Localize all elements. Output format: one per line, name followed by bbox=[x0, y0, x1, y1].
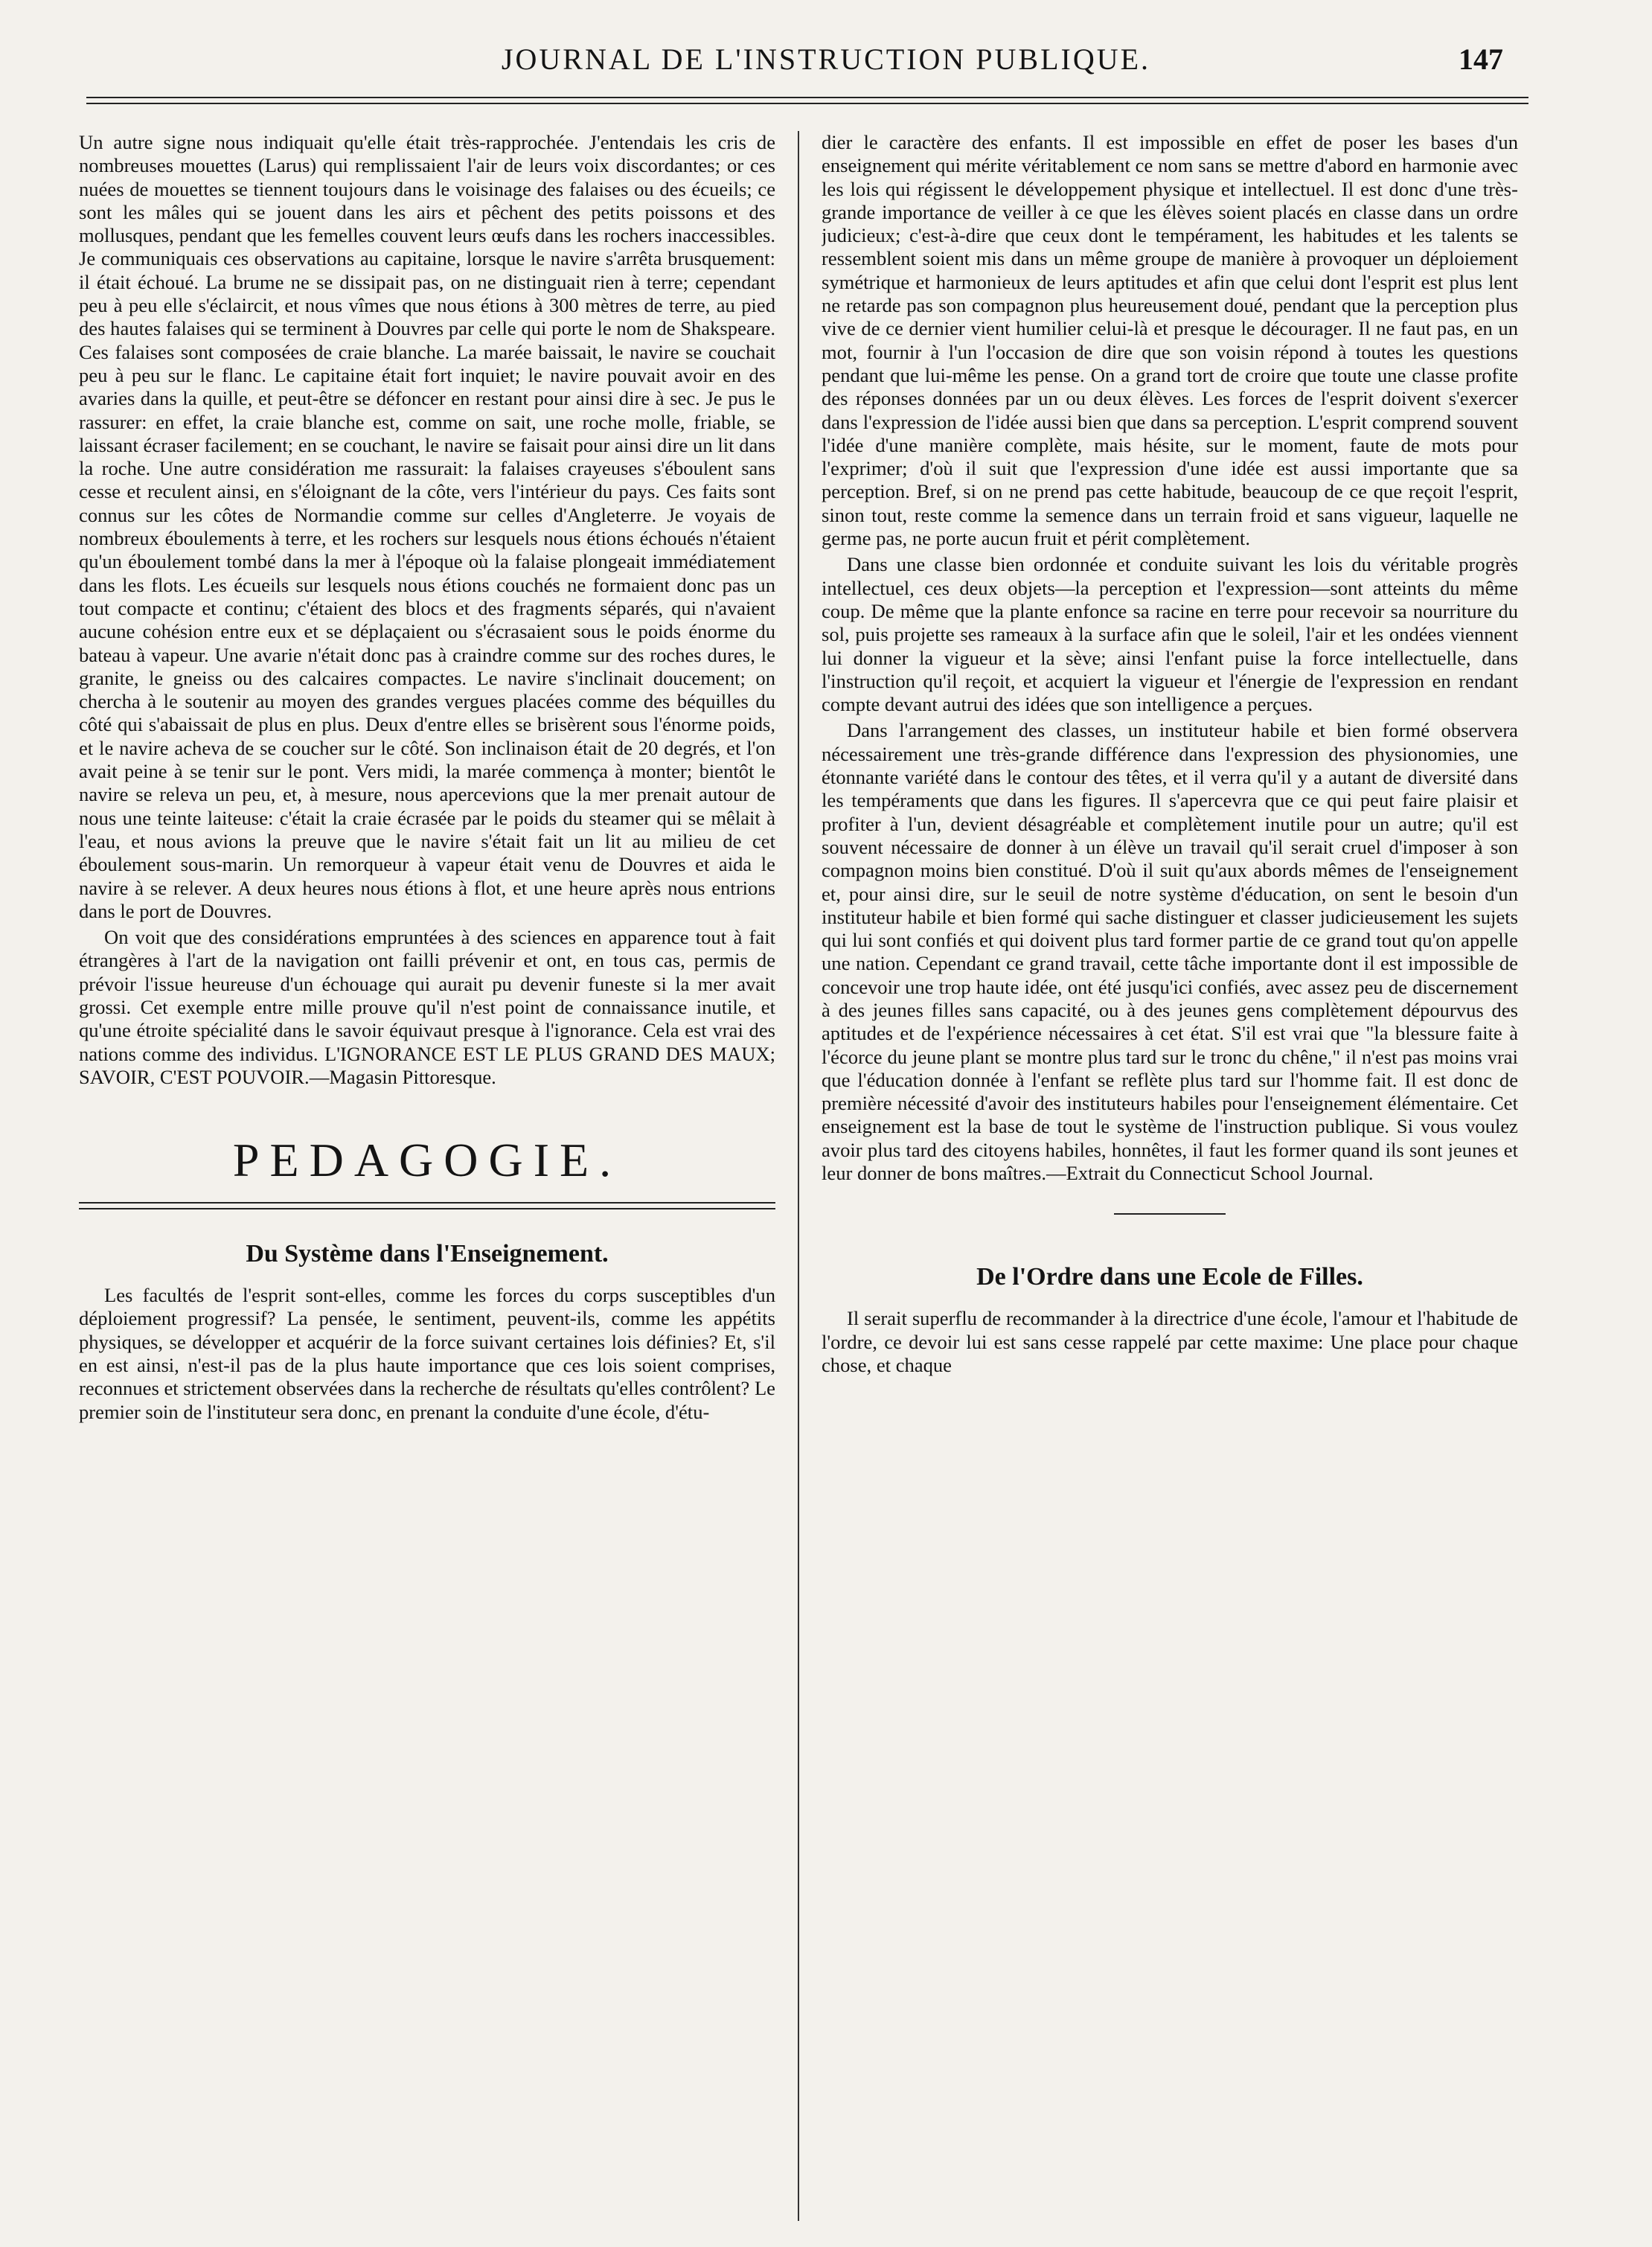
article-separator bbox=[1114, 1213, 1226, 1215]
journal-title: JOURNAL DE L'INSTRUCTION PUBLIQUE. bbox=[501, 42, 1151, 76]
article-paragraph: Dans une classe bien ordonnée et conduite suivant les lois du véritable progrès intellectuel, ces deux objets—la perception et l'expression—sont atteints du même coup. De même que la plante enfonce sa racine en terre pour recevoir sa nourriture du sol, puis projette ses rameaux à la surface afin que le soleil, l'air et les ondées viennent lui donner la vigueur et la sève; ainsi l'enfant puise la force intellectuelle, dans l'instruction qu'il reçoit, et acquiert la vigueur et l'énergie de l'expression en rendant compte devant autrui des idées que son intelligence a perçues. bbox=[822, 553, 1518, 716]
left-column bbox=[79, 131, 775, 2221]
page-number: 147 bbox=[1459, 42, 1503, 76]
article-paragraph: Il serait superflu de recommander à la directrice d'une école, l'amour et l'habitude de l'ordre, ce devoir lui est sans cesse rappelé par cette maxime: Une place pour chaque chose, et chaque bbox=[822, 1307, 1518, 1376]
running-head bbox=[0, 42, 1652, 79]
article-paragraph: On voit que des considérations empruntées à des sciences en apparence tout à fait étrangères à l'art de la navigation ont failli prévenir et ont, en tous cas, permis de prévoir l'issue heureuse d'un échouage qui aurait pu devenir funeste si la mer avait grossi. Cet exemple entre mille prouve qu'il n'est point de connaissance inutile, et qu'une étroite spécialité dans le savoir équivaut presque à l'ignorance. Cela est vrai des nations comme des individus. L'IGNORANCE EST LE PLUS GRAND DES MAUX; SAVOIR, C'EST POUVOIR.—Magasin Pittoresque. bbox=[79, 926, 775, 1088]
article-title: De l'Ordre dans une Ecole de Filles. bbox=[976, 1263, 1363, 1291]
header-rule bbox=[86, 97, 1528, 104]
article-paragraph: Un autre signe nous indiquait qu'elle était très-rapprochée. J'entendais les cris de nombreuses mouettes (Larus) qui remplissaient l'air de leurs voix discordantes; or ces nuées de mouettes se tiennent toujours dans le voisinage des falaises ou des écueils; ce sont les mâles qui se jouent dans les airs et pêchent des petits poissons et des mollusques, pendant que les femelles couvent leurs œufs dans les rochers inaccessibles. Je communiquais ces observations au capitaine, lorsque le navire s'arrêta brusquement: il était échoué. La brume ne se dissipait pas, on ne distinguait rien à terre; cependant peu à peu elle s'éclaircit, et nous vîmes que nous étions à 300 mètres de terre, au pied des hautes falaises qui se terminent à Douvres par celle qui porte le nom de Shakspeare. Ces falaises sont composées de craie blanche. La marée baissait, le navire se couchait peu à peu sur le flanc. Le capitaine était fort inquiet; le navire pouvait avoir en des avaries dans la quille, et peut-être se défoncer en restant pour ainsi dire à sec. Je pus le rassurer: en effet, la craie blanche est, comme on sait, une roche molle, friable, se laissant écraser facilement; en se couchant, le navire se faisait pour ainsi dire un lit dans la roche. Une autre considération me rassurait: la falaises crayeuses s'éboulent sans cesse et reculent ainsi, en s'éloignant de la côte, vers l'intérieur du pays. Ces faits sont connus sur les côtes de Normandie comme sur celles d'Angleterre. Je voyais de nombreux éboulements à terre, et les rochers sur lesquels nous étions échoués n'étaient qu'un éboulement tombé dans la mer à l'époque où la falaise plongeait immédiatement dans les flots. Les écueils sur lesquels nous étions couchés ne formaient donc pas un tout compacte et continu; c'étaient des blocs et des fragments séparés, qui n'avaient aucune cohésion entre eux et se déplaçaient ou s'écrasaient sous le poids énorme du bateau à vapeur. Une avarie n'était donc pas à craindre comme sur des roches dures, le granite, le gneiss ou des calcaires compactes. Le navire s'inclinait doucement; on chercha à le soutenir au moyen des grandes vergues placées comme des béquilles du côté qui s'abaissait de plus en plus. Deux d'entre elles se brisèrent sous l'énorme poids, et le navire acheva de se coucher sur le côté. Son inclinaison était de 20 degrés, et l'on avait peine à se tenir sur le pont. Vers midi, la marée commença à monter; bientôt le navire se releva un peu, et, à mesure, nous apercevions que la mer prenait autour de nous une teinte laiteuse: c'était la craie écrasée par le poids du steamer qui se mêlait à l'eau, et nous avions la preuve que le navire s'était fait un lit au milieu de cet éboulement sous-marin. Un remorqueur à vapeur était venu de Douvres et aida le navire à se relever. A deux heures nous étions à flot, et une heure après nous entrions dans le port de Douvres. bbox=[79, 131, 775, 922]
article-paragraph: Les facultés de l'esprit sont-elles, comme les forces du corps susceptibles d'un déploiement progressif? La pensée, le sentiment, peuvent-ils, comme les appétits physiques, se développer et acquérir de la force suivant certaines lois définies? Et, s'il en est ainsi, n'est-il pas de la plus haute importance que ces lois soient comprises, reconnues et strictement observées dans la recherche de résultats qu'elles contrôlent? Le premier soin de l'instituteur sera donc, en prenant la conduite d'une école, d'étu- bbox=[79, 1284, 775, 1423]
article-paragraph: Dans l'arrangement des classes, un instituteur habile et bien formé observera nécessairement une très-grande différence dans l'expression des physionomies, une étonnante variété dans le contour des têtes, et il verra qu'il y a autant de diversité dans les tempéraments que dans les figures. Il s'apercevra que ce qui peut faire plaisir et profiter à l'un, devient désagréable et complètement inutile pour un autre; qu'il est souvent nécessaire de donner à un élève un travail qu'il serait cruel d'imposer à son compagnon moins bien constitué. D'où il suit qu'aux abords mêmes de l'enseignement et, pour ainsi dire, sur le seuil de notre système d'éducation, on sent le besoin d'un instituteur habile et bien formé qui sache distinguer et classer judicieusement les sujets qui lui sont confiés et qui doivent plus tard former partie de ce grand tout qu'on appelle une nation. Cependant ce grand travail, cette tâche importante dont il est impossible de concevoir une trop haute idée, ont été jusqu'ici confiés, avec assez peu de discernement à des jeunes filles sans capacité, ou à des jeunes gens complètement dépourvus des aptitudes et de l'expérience nécessaires à cet état. S'il est vrai que "la blessure faite à l'écorce du jeune plant se montre plus tard sur le tronc du chêne," il n'est pas moins vrai que l'éducation donnée à l'enfant se reflète plus tard sur l'homme fait. Il est donc de première nécessité d'avoir des instituteurs habiles pour l'enseignement élémentaire. Cet enseignement est la base de tout le système de l'instruction publique. Si vous voulez avoir plus tard des citoyens habiles, honnêtes, il faut les former quand ils sont jeunes et leur donner de bons maîtres.—Extrait du Connecticut School Journal. bbox=[822, 719, 1518, 1185]
section-rule bbox=[79, 1202, 775, 1209]
right-column bbox=[822, 131, 1518, 2221]
article-title: Du Système dans l'Enseignement. bbox=[246, 1240, 609, 1268]
column-divider bbox=[798, 131, 799, 2221]
article-paragraph: dier le caractère des enfants. Il est impossible en effet de poser les bases d'un enseignement qui mérite véritablement ce nom sans se mettre d'abord en harmonie avec les lois qui régissent le développement physique et intellectuel. Il est donc d'une très-grande importance de veiller à ce que les élèves soient placés en classe dans un ordre judicieux; c'est-à-dire que ceux dont le tempérament, les habitudes et les talents se ressemblent soient mis dans un même groupe de manière à provoquer un déploiement symétrique et harmonieux de leurs aptitudes et afin que celui dont l'esprit est plus lent ne retarde pas son compagnon plus heureusement doué, pendant que la perception plus vive de ce dernier vient humilier celui-là et presque le décourager. Il ne faut pas, en un mot, fournir à l'un l'occasion de dire que son voisin répond à toutes les questions pendant que lui-même les pense. On a grand tort de croire que toute une classe profite des réponses données par un ou deux élèves. Les forces de l'esprit doivent s'exercer dans l'expression de l'idée aussi bien que dans sa perception. L'esprit comprend souvent l'idée d'une manière complète, mais hésite, sur le moment, faute de mots pour l'exprimer; d'où il suit que l'expression d'une idée est aussi importante que sa perception. Bref, si on ne prend pas cette habitude, beaucoup de ce que reçoit l'esprit, sinon tout, reste comme la semence dans un terrain froid et sans vigueur, laquelle ne germe pas, ne porte aucun fruit et périt complètement. bbox=[822, 131, 1518, 550]
section-title: PEDAGOGIE. bbox=[232, 1134, 622, 1187]
